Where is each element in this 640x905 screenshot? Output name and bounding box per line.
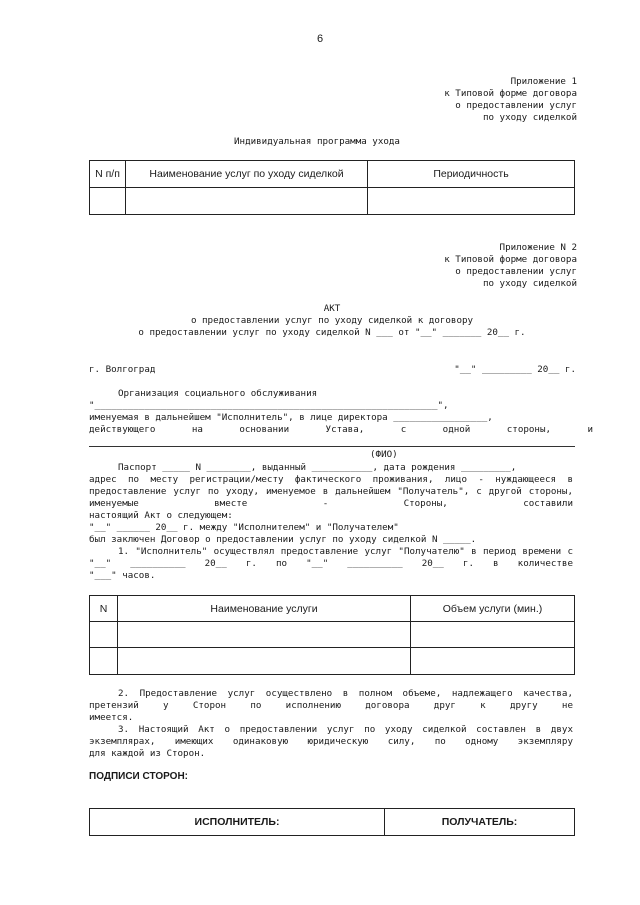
word: основании	[239, 424, 290, 435]
item-1-last: "___" часов.	[89, 570, 156, 581]
word: одной	[442, 424, 471, 435]
appendix2-line-1: Приложение N 2	[499, 242, 577, 253]
appendix1-line-1: Приложение 1	[510, 76, 577, 87]
appendix2-line-4: по уходу сиделкой	[482, 278, 577, 289]
table-cell[interactable]	[126, 188, 368, 215]
word: стороны,	[506, 424, 552, 435]
table-cell[interactable]	[90, 188, 126, 215]
word: Устава,	[325, 424, 365, 435]
appendix1-line-4: по уходу сиделкой	[482, 112, 577, 123]
table-cell[interactable]	[90, 622, 118, 648]
act-subtitle-1: о предоставлении услуг по уходу сиделкой к договору	[190, 315, 474, 326]
org-line: Организация социального обслуживания	[118, 388, 318, 399]
fio-underline[interactable]	[89, 446, 575, 447]
named-line: именуемая в дальнейшем "Исполнитель", в лице директора _________________,	[89, 412, 493, 423]
table-cell[interactable]	[411, 622, 575, 648]
city: г. Волгоград	[89, 364, 156, 375]
table-cell[interactable]	[411, 648, 575, 675]
signatures-table	[89, 808, 575, 836]
item-2: 2. Предоставление услуг осуществлено в полном объеме, надлежащего качества, претензий у Сторон по исполнению договора друг к другу не	[89, 688, 573, 711]
acting-line	[89, 424, 593, 436]
services-header-number: N	[90, 596, 118, 622]
appendix1-line-3: о предоставлении услуг	[455, 100, 577, 111]
word: действующего	[89, 424, 156, 435]
table-cell[interactable]	[368, 188, 575, 215]
table-header-periodicity: Периодичность	[368, 161, 575, 188]
item-3: 3. Настоящий Акт о предоставлении услуг по уходу сиделкой составлен в двух экземплярах, имеющих одинаковую юридическую силу, по одному экземпляру	[89, 724, 573, 747]
parties-paragraph-last: настоящий Акт о следующем:	[89, 510, 233, 521]
table-row	[90, 648, 575, 675]
table-row	[90, 622, 575, 648]
date-between: "__" ______ 20__ г. между "Исполнителем" и "Получателем"	[89, 522, 399, 533]
table-cell[interactable]	[118, 648, 411, 675]
word: на	[191, 424, 203, 435]
table-row	[90, 188, 575, 215]
fio-label: (ФИО)	[370, 449, 398, 460]
executor-label: ИСПОЛНИТЕЛЬ:	[90, 809, 385, 836]
page-number: 6	[316, 33, 324, 45]
appendix2-line-3: о предоставлении услуг	[455, 266, 577, 277]
table-cell[interactable]	[90, 648, 118, 675]
passport-line: Паспорт _____ N ________, выданный ___________, дата рождения _________,	[118, 462, 517, 473]
signatures-title: ПОДПИСИ СТОРОН:	[89, 771, 188, 782]
item-2-last: имеется.	[89, 712, 134, 723]
act-date: "__" _________ 20__ г.	[454, 364, 576, 375]
word: с	[400, 424, 407, 435]
item-1: 1. "Исполнитель" осуществлял предоставление услуг "Получателю" в период времени с "__" __________ 20__ г. по "__" __________ 20__ г. в количестве	[89, 546, 573, 569]
services-header-name: Наименование услуги	[118, 596, 411, 622]
contract-concluded: был заключен Договор о предоставлении услуг по уходу сиделкой N _____.	[89, 534, 477, 545]
word: и	[587, 424, 593, 435]
table-cell[interactable]	[118, 622, 411, 648]
act-title: АКТ	[323, 303, 341, 314]
services-header-volume: Объем услуги (мин.)	[411, 596, 575, 622]
recipient-label: ПОЛУЧАТЕЛЬ:	[385, 809, 575, 836]
care-program-table	[89, 160, 575, 215]
program-title: Индивидуальная программа ухода	[234, 136, 400, 147]
services-table	[89, 595, 575, 675]
item-3-last: для каждой из Сторон.	[89, 748, 206, 759]
appendix2-line-2: к Типовой форме договора	[444, 254, 577, 265]
appendix1-line-2: к Типовой форме договора	[444, 88, 577, 99]
table-header-number: N п/п	[90, 161, 126, 188]
org-name-line: "______________________________________________________________",	[89, 400, 449, 411]
act-subtitle-2: о предоставлении услуг по уходу сиделкой N ___ от "__" _______ 20__ г.	[138, 327, 526, 338]
parties-paragraph: адрес по месту регистрации/месту фактического проживания, лицо - нуждающееся в предоставление услуг по уходу, именуемое в дальнейшем "Получатель", с другой стороны, именуемые вместе - Стороны, составили	[89, 474, 573, 509]
table-header-service: Наименование услуг по уходу сиделкой	[126, 161, 368, 188]
